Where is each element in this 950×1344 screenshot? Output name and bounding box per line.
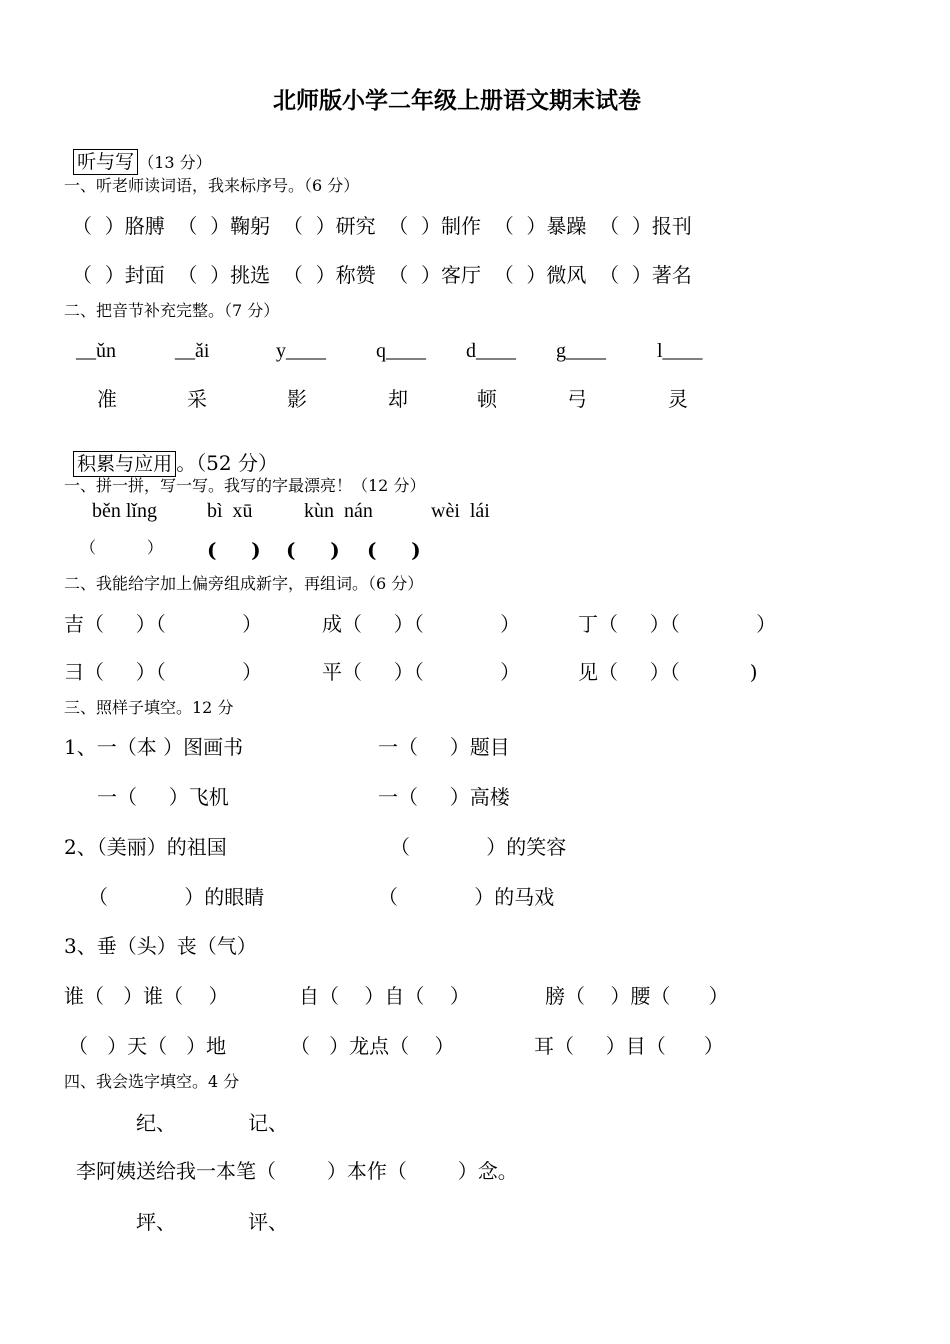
- fill-item: 谁（ ）谁（ ）: [64, 984, 229, 1008]
- syllable-char: 采: [187, 387, 207, 411]
- write-blank: ( ): [286, 538, 340, 562]
- write-blank: ( ): [207, 538, 261, 562]
- fill-item: 1、一（本 ）图画书: [64, 735, 244, 759]
- write-blank: ( ): [367, 538, 421, 562]
- syllable-blank: d____: [466, 340, 516, 362]
- syllable-blank: y____: [276, 340, 326, 362]
- choice-char: 纪、: [136, 1111, 176, 1135]
- syllable-blank: __ǔn: [76, 340, 116, 362]
- a2-heading: 二、我能给字加上偏旁组成新字，再组词。（6 分）: [64, 574, 424, 593]
- section-apply-header: [63, 437, 278, 474]
- fill-item: 自（ ）自（ ）: [299, 984, 470, 1008]
- page-title: 北师版小学二年级上册语文期末试卷: [273, 88, 641, 114]
- fill-item: （ ）的马戏: [378, 885, 555, 909]
- q1-row-2: （ ）封面 （ ）挑选 （ ）称赞 （ ）客厅 （ ）微风 （ ）著名: [72, 263, 692, 287]
- fill-item: （ ）的笑容: [390, 835, 567, 859]
- q1-row-1: （ ）胳膊 （ ）鞠躬 （ ）研究 （ ）制作 （ ）暴躁 （ ）报刊: [72, 214, 692, 238]
- pinyin-word: bì xū: [207, 500, 253, 522]
- choice-char: 记、: [248, 1111, 288, 1135]
- section-apply-score: 。（52 分）: [176, 451, 278, 475]
- a1-heading: 一、拼一拼，写一写。我写的字最漂亮！（12 分）: [64, 476, 426, 495]
- fill-item: 一（ ）高楼: [378, 785, 510, 809]
- section-listen-label: 听与写: [73, 149, 138, 175]
- fill-item: 一（ ）题目: [378, 735, 510, 759]
- section-listen-score: （13 分）: [138, 153, 212, 172]
- syllable-blank: g____: [556, 340, 606, 362]
- fill-item: （ ）的眼睛: [88, 885, 265, 909]
- fill-item: 3、垂（头）丧（气）: [64, 934, 257, 958]
- radical-item: 彐（ ）（ ）: [64, 660, 263, 684]
- q2-heading: 二、把音节补充完整。（7 分）: [64, 301, 280, 320]
- fill-item: 膀（ ）腰（ ）: [545, 984, 729, 1008]
- fill-item: 2、（美丽）的祖国: [64, 835, 227, 859]
- section-listen-header: [63, 137, 212, 172]
- pinyin-word: kùn nán: [304, 500, 373, 522]
- syllable-char: 顿: [477, 387, 497, 411]
- syllable-char: 弓: [567, 387, 587, 411]
- section-apply-label: 积累与应用: [73, 451, 176, 477]
- syllable-blank: l____: [657, 340, 703, 362]
- radical-item: 见（ ）（ ): [578, 660, 758, 684]
- fill-item: （ ）龙点（ ）: [290, 1034, 455, 1058]
- radical-item: 平（ ）（ ）: [322, 660, 521, 684]
- radical-item: 丁（ ）（ ）: [578, 612, 777, 636]
- pinyin-word: běn lǐng: [92, 500, 157, 522]
- syllable-char: 准: [97, 387, 117, 411]
- radical-item: 吉（ ）（ ）: [64, 612, 263, 636]
- a3-heading: 三、照样子填空。12 分: [64, 698, 234, 717]
- q1-heading: 一、听老师读词语，我来标序号。（6 分）: [64, 176, 360, 195]
- choice-char: 评、: [248, 1210, 288, 1234]
- pinyin-word: wèi lái: [431, 500, 490, 522]
- syllable-char: 却: [388, 387, 408, 411]
- syllable-char: 影: [287, 387, 307, 411]
- fill-item: （ ）天（ ）地: [68, 1034, 227, 1058]
- write-blank: （ ）: [80, 538, 163, 557]
- choice-sentence: 李阿姨送给我一本笔（ ）本作（ ）念。: [76, 1159, 518, 1183]
- fill-item: 耳（ ）目（ ）: [534, 1034, 724, 1058]
- syllable-blank: __ǎi: [175, 340, 210, 362]
- syllable-char: 灵: [668, 387, 688, 411]
- radical-item: 成（ ）（ ）: [322, 612, 521, 636]
- choice-char: 坪、: [136, 1210, 176, 1234]
- syllable-blank: q____: [376, 340, 426, 362]
- a4-heading: 四、我会选字填空。4 分: [64, 1072, 240, 1091]
- fill-item: 一（ ）飞机: [97, 785, 229, 809]
